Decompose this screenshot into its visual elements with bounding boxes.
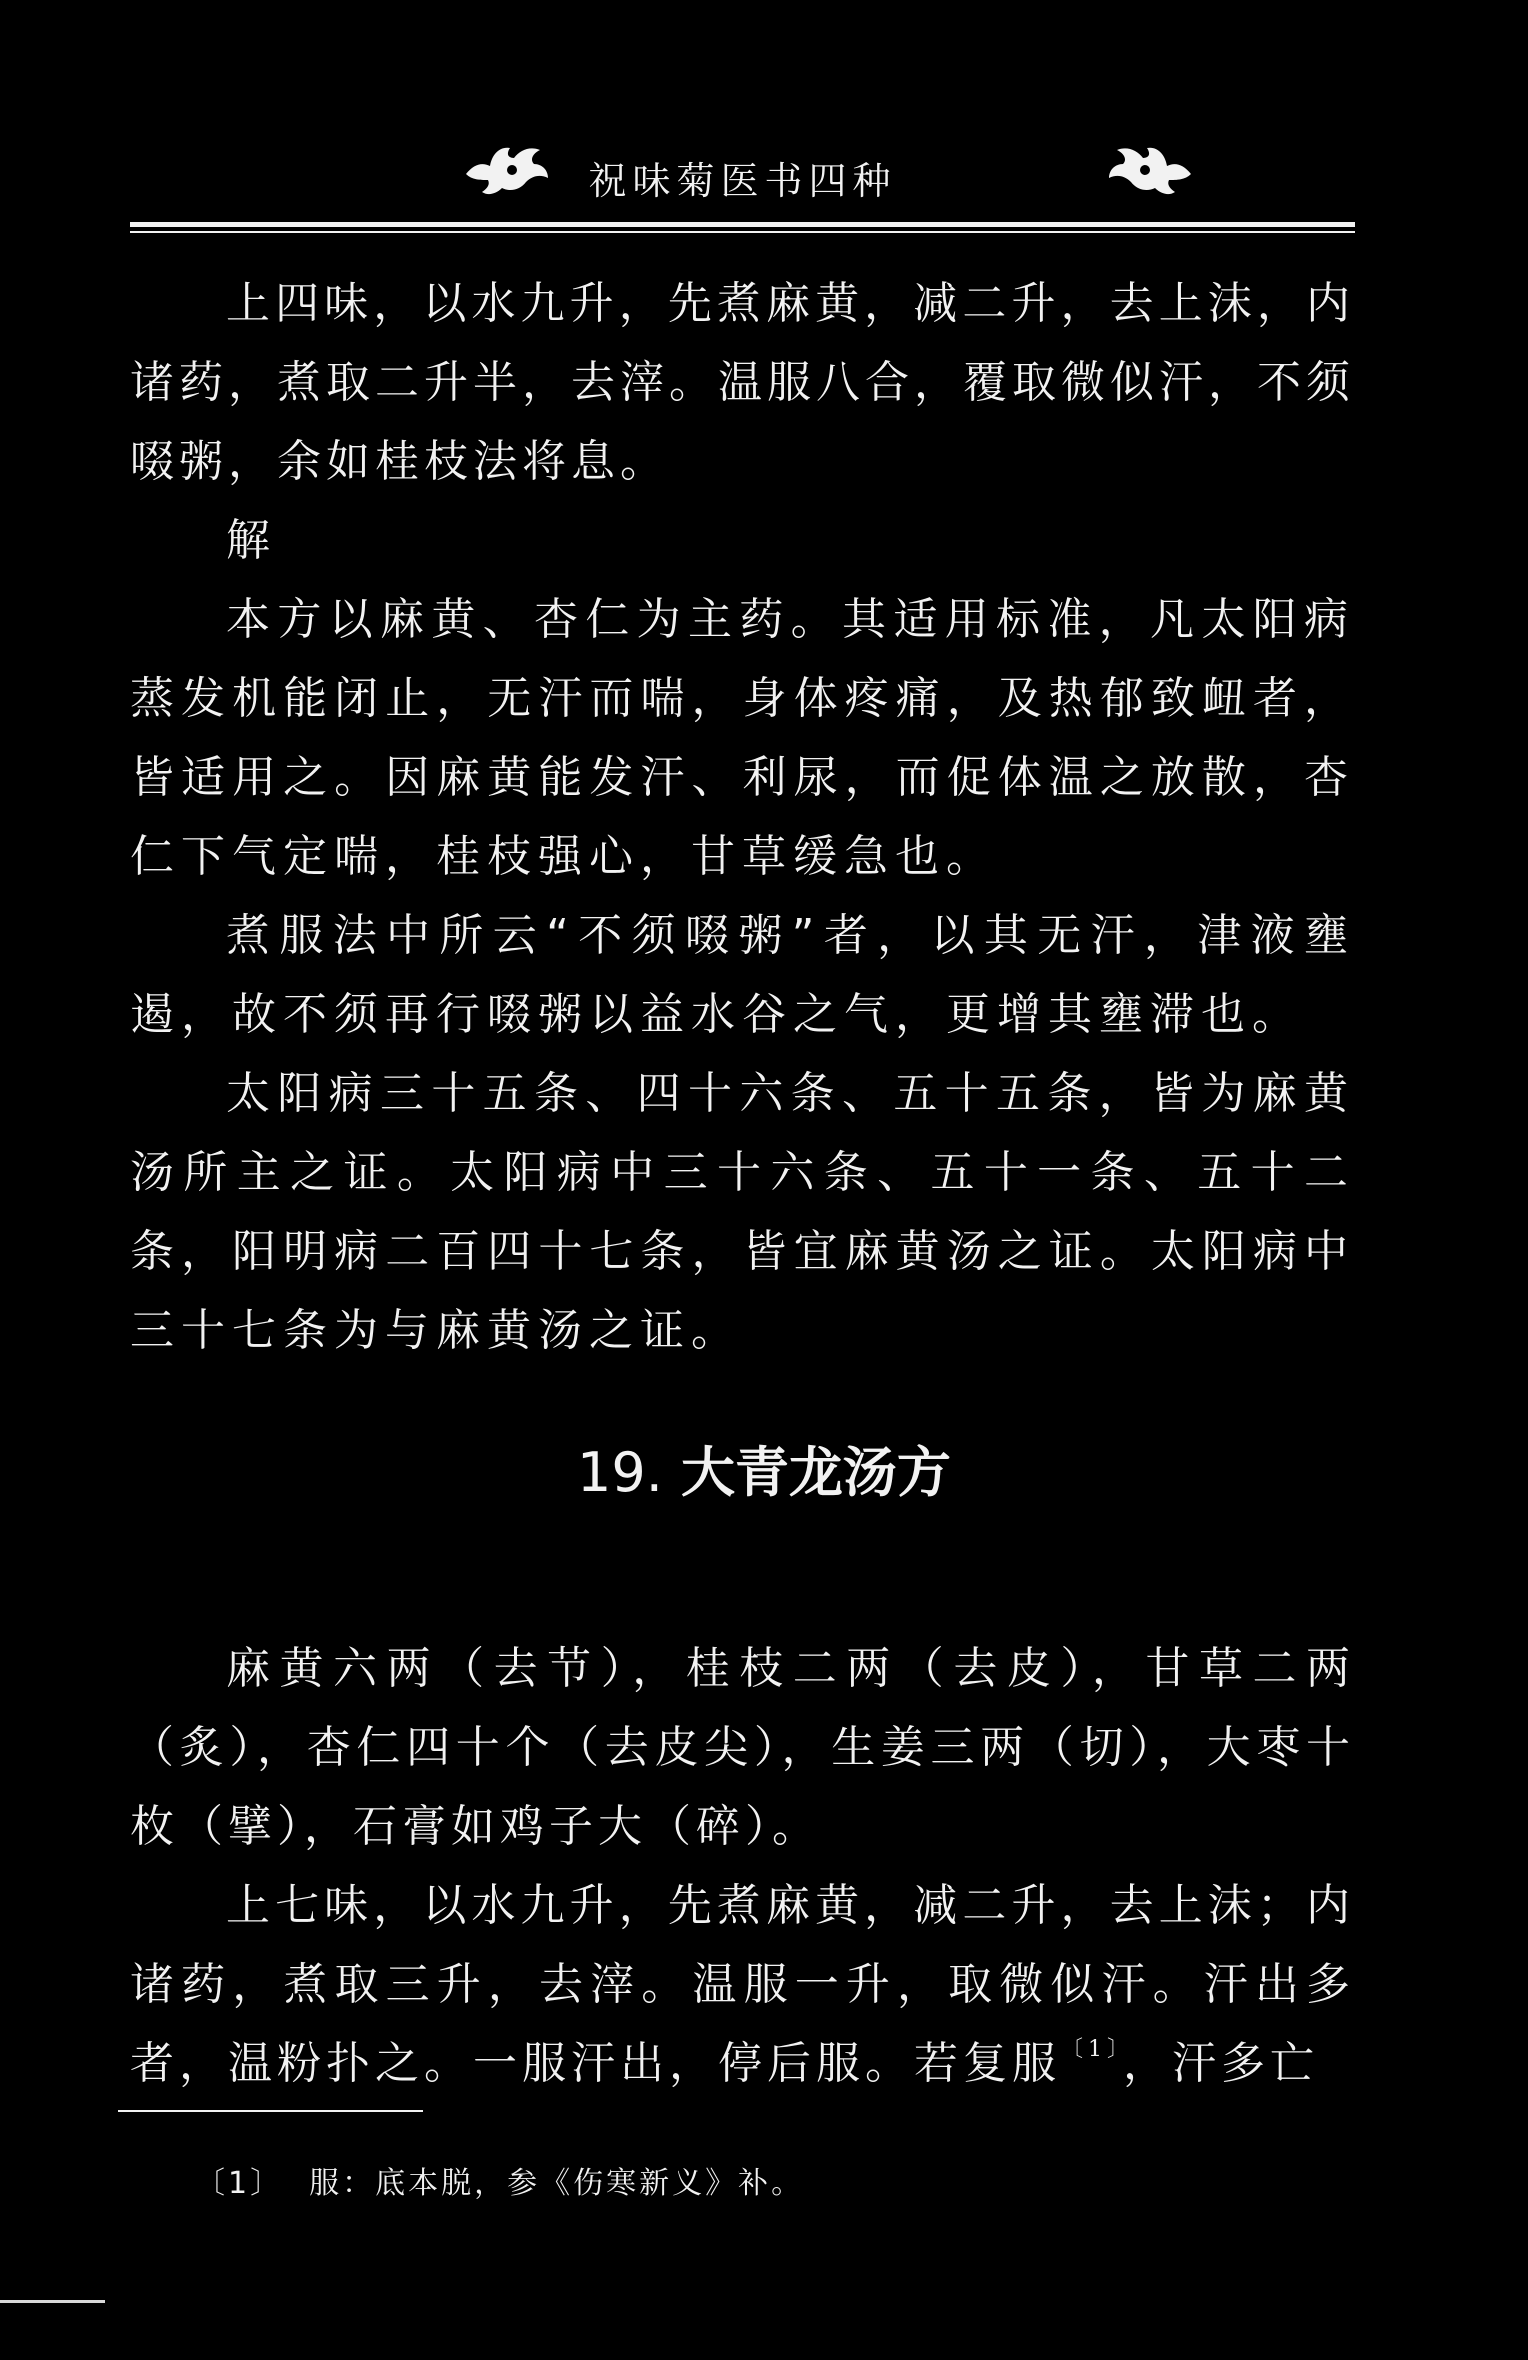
paragraph-commentary-main-herbs: 本方以麻黄、杏仁为主药。其适用标准，凡太阳病蒸发机能闭止，无汗而喘，身体疼痛，及热郁致衄者，皆适用之。因麻黄能发汗、利尿，而促体温之放散，杏仁下气定喘，桂枝强心，甘草缓急也。 [130, 594, 1355, 882]
footnote [195, 2158, 804, 2202]
paragraph-preparation-method: 上四味，以水九升，先煮麻黄，减二升，去上沫，内诸药，煮取二升半，去滓。温服八合，覆取微似汗，不须啜粥，余如桂枝法将息。 [130, 278, 1355, 487]
running-header [130, 130, 1355, 210]
running-header-title: 祝味菊医书四种 [588, 159, 897, 203]
paragraph-formula-method [130, 1866, 1355, 2103]
footnote-mark: 〔1〕 [195, 2166, 284, 2201]
footnote-divider [118, 2110, 423, 2112]
footnote-text: 服：底本脱，参《伤寒新义》补。 [309, 2166, 805, 2201]
paragraph-commentary-no-porridge: 煮服法中所云“不须啜粥”者，以其无汗，津液壅遏，故不须再行啜粥以益水谷之气，更增其壅滞也。 [130, 910, 1355, 1040]
header-rule [130, 222, 1355, 227]
section-number: 19. [577, 1441, 663, 1504]
section-heading [0, 1430, 1528, 1507]
formula-method-text: 上七味，以水九升，先煮麻黄，减二升，去上沫；内诸药，煮取三升，去滓。温服一升，取微似汗。汗出多者，温粉扑之。一服汗出，停后服。若复服 [130, 1880, 1355, 2089]
header-rule-thin [130, 231, 1355, 233]
paragraph-heading-jie: 解 [226, 515, 277, 566]
paragraph-formula-ingredients: 麻黄六两（去节），桂枝二两（去皮），甘草二两（炙），杏仁四十个（去皮尖），生姜三两（切），大枣十枚（擘），石膏如鸡子大（碎）。 [130, 1643, 1355, 1852]
page-edge-mark [0, 2300, 105, 2303]
section-title-text: 大青龙汤方 [680, 1441, 951, 1504]
phoenix-ornament-icon [1105, 134, 1197, 204]
footnote-reference: 〔1〕 [1061, 2037, 1123, 2062]
paragraph-commentary-clauses: 太阳病三十五条、四十六条、五十五条，皆为麻黄汤所主之证。太阳病中三十六条、五十一条、五十二条，阳明病二百四十七条，皆宜麻黄汤之证。太阳病中三十七条为与麻黄汤之证。 [130, 1068, 1355, 1356]
formula-method-continuation: ，汗多亡 [1123, 2038, 1319, 2089]
